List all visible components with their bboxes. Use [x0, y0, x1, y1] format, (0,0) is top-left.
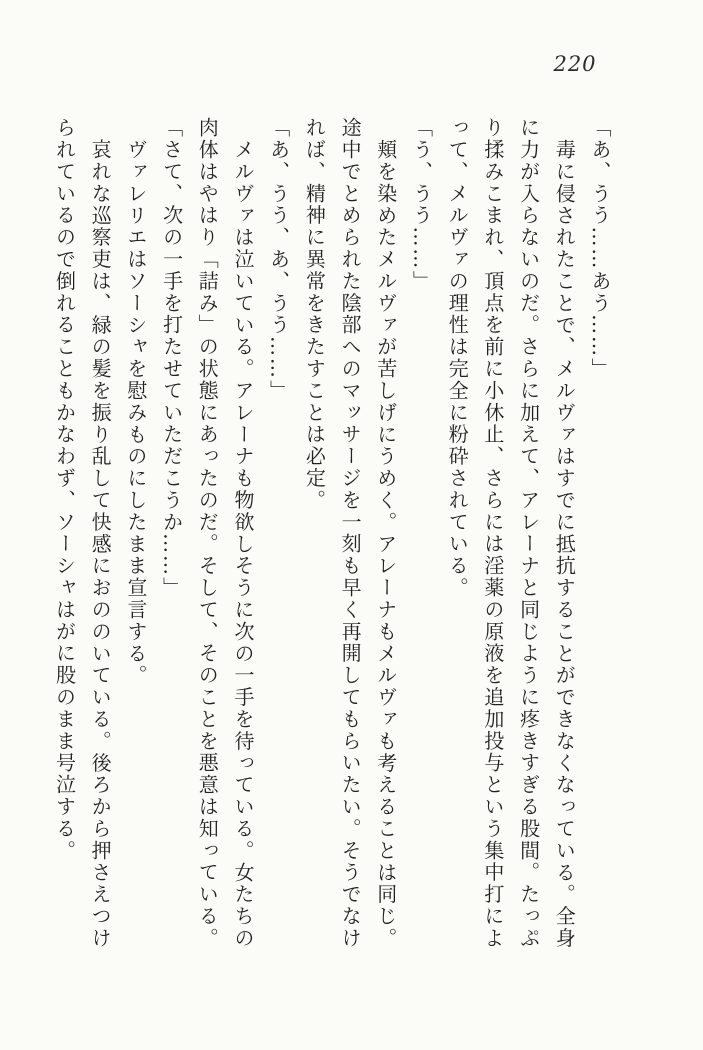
dialogue-paragraph: 「あ、うう、あ、うう……」 [266, 117, 291, 402]
narration-paragraph: 毒に侵されたことで、メルヴァはすでに抵抗することができなくなっている。全身に力が入らないのだ。さらに加えて、アレーナと同じように疼きすぎる股間。たっぷり揉みこまれ、頂点を前に小休止、さらには淫薬の原液を追加投与という集中打によって、メルヴァの理性は完全に粉砕されている。 [445, 117, 577, 950]
narration-paragraph: 哀れな巡察吏は、緑の髪を振り乱して快感におののいている。後ろから押さえつけられているので倒れることもかなわず、ソーシャはがに股のまま号泣する。 [52, 117, 113, 950]
narration-paragraph: メルヴァは泣いている。アレーナも物欲しそうに次の一手を待っている。女たちの肉体はやはり「詰み」の状態にあったのだ。そして、そのことを悪意は知っている。 [195, 117, 255, 950]
narration-paragraph: ヴァレリエはソーシャを慰みものにしたまま宣言する。 [123, 138, 148, 687]
dialogue-paragraph: 「う、うう……」 [409, 117, 434, 293]
dialogue-paragraph: 「さて、次の一手を打たせていただこうか……」 [159, 117, 184, 599]
dialogue-paragraph: 「あ、うう……あう……」 [588, 117, 612, 380]
narration-paragraph: 頬を染めたメルヴァが苦しげにうめく。アレーナもメルヴァも考えることは同じ。途中でとめられた陰部へのマッサージを一刻も早く再開してもらいたい。そうでなければ、精神に異常をきたすことは必定。 [302, 117, 398, 950]
page-number: 220 [553, 52, 597, 76]
page-body-text [46, 117, 617, 953]
